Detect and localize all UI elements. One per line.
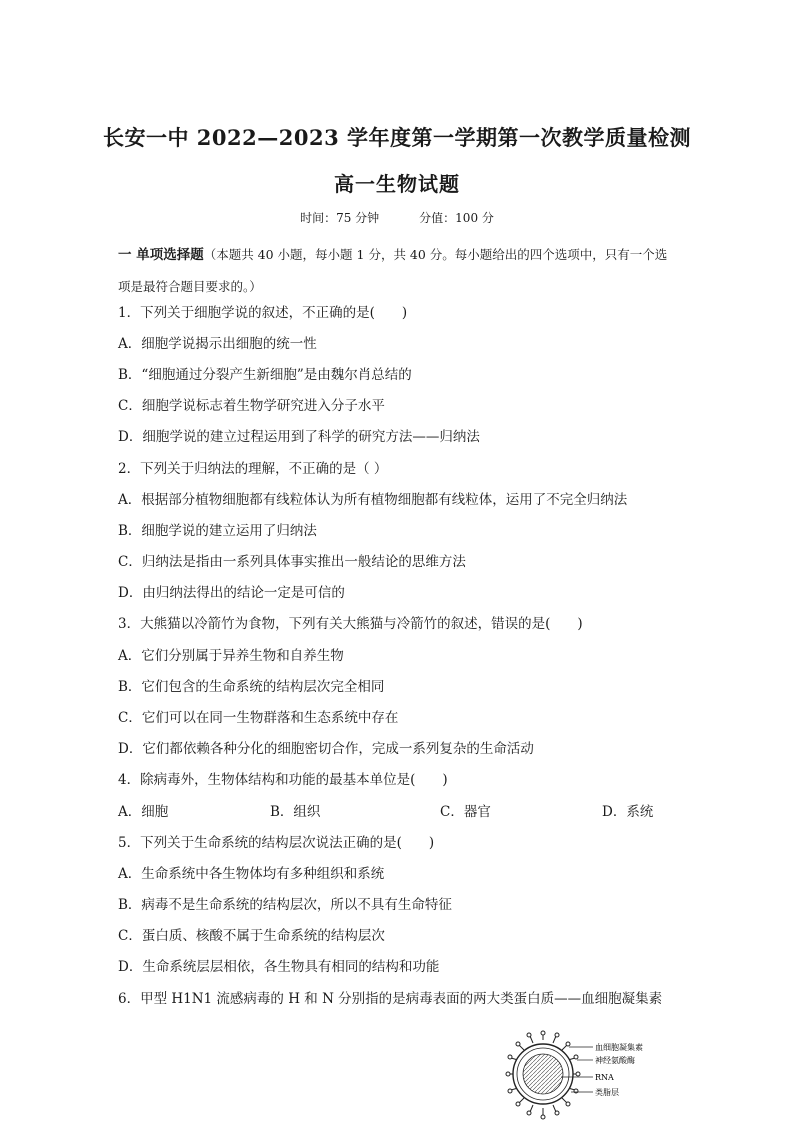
exam-title: 长安一中 2022—2023 学年度第一学期第一次教学质量检测: [102, 125, 691, 150]
question-1-option-a: A．细胞学说揭示出细胞的统一性: [118, 336, 317, 352]
question-2-option-d: D．由归纳法得出的结论一定是可信的: [118, 585, 345, 601]
question-2-option-b: B．细胞学说的建立运用了归纳法: [118, 523, 317, 539]
question-5-option-c: C．蛋白质、核酸不属于生命系统的结构层次: [118, 928, 385, 944]
question-6-stem: 6．甲型 H1N1 流感病毒的 H 和 N 分别指的是病毒表面的两大类蛋白质——血细胞凝集素: [118, 991, 663, 1007]
exam-score: 分值：100 分: [419, 211, 494, 225]
question-1-option-c: C．细胞学说标志着生物学研究进入分子水平: [118, 398, 385, 414]
virus-rna-core: [523, 1054, 563, 1094]
question-2-stem: 2．下列关于归纳法的理解，不正确的是（ ）: [118, 461, 388, 477]
question-3-option-b: B．它们包含的生命系统的结构层次完全相同: [118, 679, 385, 695]
question-3-option-a: A．它们分别属于异养生物和自养生物: [118, 648, 344, 664]
question-4-option-d: D．系统: [602, 804, 654, 820]
question-1-stem: 1．下列关于细胞学说的叙述，不正确的是( ): [118, 305, 408, 321]
question-5-stem: 5．下列关于生命系统的结构层次说法正确的是( ): [118, 835, 435, 851]
question-3-option-d: D．它们都依赖各种分化的细胞密切合作，完成一系列复杂的生命活动: [118, 741, 534, 757]
label-lipid-layer: 类脂层: [595, 1088, 619, 1097]
question-2-option-a: A．根据部分植物细胞都有线粒体认为所有植物细胞都有线粒体，运用了不完全归纳法: [118, 492, 628, 508]
question-5-option-b: B．病毒不是生命系统的结构层次，所以不具有生命特征: [118, 897, 452, 913]
question-3-stem: 3．大熊猫以冷箭竹为食物，下列有关大熊猫与冷箭竹的叙述，错误的是( ): [118, 616, 583, 632]
label-neuraminidase: 神经氨酸酶: [595, 1056, 635, 1065]
question-4-option-b: B．组织: [270, 804, 321, 820]
exam-meta: [0, 209, 794, 226]
question-4-stem: 4．除病毒外，生物体结构和功能的最基本单位是( ): [118, 772, 448, 788]
h1n1-virus-diagram: [505, 1030, 655, 1123]
label-hemagglutinin: 血细胞凝集素: [595, 1043, 643, 1052]
question-4-option-c: C．器官: [440, 804, 491, 820]
question-1-option-d: D．细胞学说的建立过程运用到了科学的研究方法——归纳法: [118, 429, 480, 445]
question-2-option-c: C．归纳法是指由一系列具体事实推出一般结论的思维方法: [118, 554, 466, 570]
question-5-option-d: D．生命系统层层相依，各生物具有相同的结构和功能: [118, 959, 440, 975]
question-1-option-b: B．“细胞通过分裂产生新细胞”是由魏尔肖总结的: [118, 367, 412, 383]
exam-subtitle: 高一生物试题: [334, 172, 460, 196]
label-rna: RNA: [595, 1073, 614, 1082]
section-1-note: （本题共 40 小题，每小题 1 分，共 40 分。每小题给出的四个选项中，只有一个选项是最符合题目要求的。）: [118, 247, 668, 294]
question-3-option-c: C．它们可以在同一生物群落和生态系统中存在: [118, 710, 399, 726]
section-1-heading: 一 单项选择题: [118, 247, 204, 263]
section-1-instructions: [118, 239, 678, 303]
question-4-option-a: A．细胞: [118, 804, 169, 820]
question-5-option-a: A．生命系统中各生物体均有多种组织和系统: [118, 866, 385, 882]
exam-time: 时间：75 分钟: [300, 211, 380, 225]
